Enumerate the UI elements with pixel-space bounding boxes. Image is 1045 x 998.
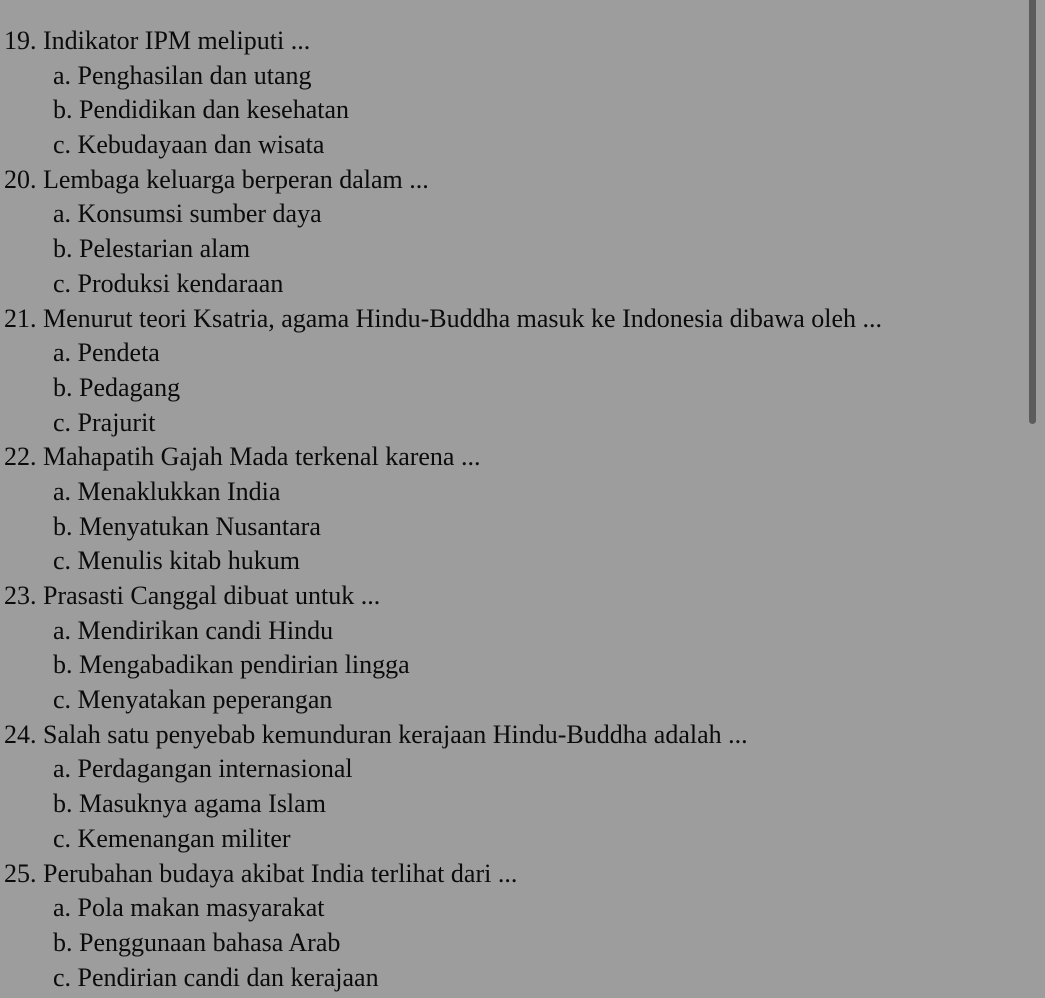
question-text: 19. Indikator IPM meliputi ...	[4, 26, 311, 55]
option-a: a. Menaklukkan India	[53, 476, 281, 506]
question-23	[0, 579, 1030, 718]
option-c: c. Produksi kendaraan	[53, 268, 284, 298]
option-c: c. Prajurit	[53, 407, 156, 437]
question-25	[0, 857, 1030, 996]
option-b: b. Masuknya agama Islam	[53, 789, 326, 819]
question-24	[0, 718, 1030, 857]
question-21	[0, 302, 1030, 441]
option-b: b. Mengabadikan pendirian lingga	[53, 650, 410, 680]
question-20	[0, 163, 1030, 302]
option-b: b. Pedagang	[53, 372, 181, 402]
option-a: a. Perdagangan internasional	[53, 754, 353, 784]
option-c: c. Menulis kitab hukum	[53, 546, 300, 576]
question-text: 22. Mahapatih Gajah Mada terkenal karena ...	[4, 442, 481, 472]
option-c: c. Pendirian candi dan kerajaan	[53, 962, 379, 992]
option-a: a. Mendirikan candi Hindu	[53, 615, 334, 645]
option-b: b. Pelestarian alam	[53, 234, 251, 264]
option-a: a. Konsumsi sumber daya	[53, 199, 322, 229]
option-b: b. Menyatukan Nusantara	[53, 511, 321, 541]
question-text: 23. Prasasti Canggal dibuat untuk ...	[4, 581, 381, 610]
question-text: 20. Lembaga keluarga berperan dalam ...	[4, 164, 429, 194]
question-22	[0, 440, 1030, 579]
question-list	[0, 24, 1030, 995]
question-text: 25. Perubahan budaya akibat India terlihat dari ...	[4, 858, 518, 888]
question-text: 21. Menurut teori Ksatria, agama Hindu-Buddha masuk ke Indonesia dibawa oleh ...	[4, 303, 882, 333]
option-b: b. Penggunaan bahasa Arab	[53, 927, 341, 957]
scrollbar-thumb[interactable]	[1029, 0, 1036, 424]
question-19	[0, 24, 1030, 163]
option-a: a. Pola makan masyarakat	[53, 893, 325, 923]
option-a: a. Penghasilan dan utang	[53, 60, 312, 90]
scrollbar[interactable]	[1027, 0, 1037, 998]
option-a: a. Pendeta	[53, 338, 160, 368]
question-text: 24. Salah satu penyebab kemunduran kerajaan Hindu-Buddha adalah ...	[4, 719, 748, 749]
option-b: b. Pendidikan dan kesehatan	[53, 95, 350, 125]
option-c: c. Kebudayaan dan wisata	[53, 130, 325, 160]
option-c: c. Menyatakan peperangan	[53, 685, 333, 715]
option-c: c. Kemenangan militer	[53, 823, 291, 853]
